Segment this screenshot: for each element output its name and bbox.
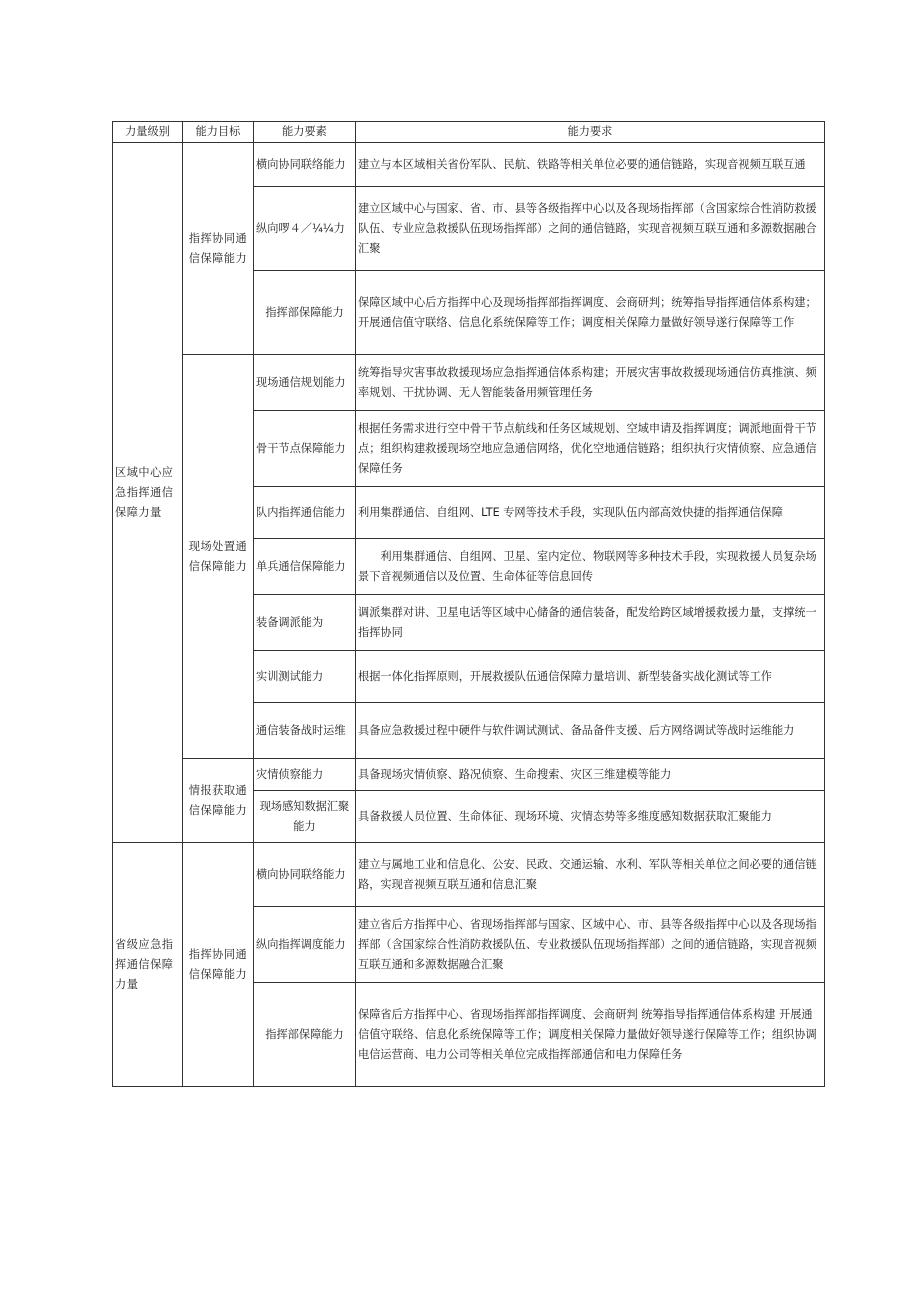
header-goal: 能力目标	[183, 122, 254, 143]
header-requirement: 能力要求	[356, 122, 825, 143]
level-cell: 区域中心应急指挥通信保障力量	[113, 143, 183, 843]
goal-cell: 现场处置通信保障能力	[183, 355, 254, 759]
requirement-cell: 统筹指导灾害事故救援现场应急指挥通信体系构建；开展灾害事故救援现场通信仿真推演、频率规划、干扰协调、无人智能装备用频管理任务	[356, 355, 825, 411]
header-element: 能力要素	[254, 122, 356, 143]
goal-cell: 指挥协同通信保障能力	[183, 143, 254, 355]
element-cell: 队内指挥通信能力	[254, 487, 356, 539]
header-level: 力量级别	[113, 122, 183, 143]
requirement-cell: 调派集群对讲、卫星电话等区域中心储备的通信装备，配发给跨区域增援救援力量，支撑统一指挥协同	[356, 595, 825, 651]
element-cell: 指挥部保障能力	[254, 271, 356, 355]
requirement-cell: 建立与属地工业和信息化、公安、民政、交通运输、水利、军队等相关单位之间必要的通信链路，实现音视频互联互通和信息汇聚	[356, 843, 825, 907]
element-cell: 现场通信规划能力	[254, 355, 356, 411]
table-row	[113, 143, 825, 187]
element-cell: 纵向啰４／¼¼力	[254, 187, 356, 271]
table-row	[113, 843, 825, 907]
element-cell: 单兵通信保障能力	[254, 539, 356, 595]
requirement-cell: 保障省后方指挥中心、省现场指挥部指挥调度、会商研判 统筹指导指挥通信体系构建 开展通信值守联络、信息化系统保障等工作；调度相关保障力量做好领导遂行保障等工作；组织协调电信运营商、电力公司等相关单位完成指挥部通信和电力保障任务	[356, 983, 825, 1087]
requirement-cell: 利用集群通信、自组网、LTE 专网等技术手段，实现队伍内部高效快捷的指挥通信保障	[356, 487, 825, 539]
goal-cell: 指挥协同通信保障能力	[183, 843, 254, 1087]
requirement-cell: 建立区域中心与国家、省、市、县等各级指挥中心以及各现场指挥部（含国家综合性消防救援队伍、专业应急救援队伍现场指挥部）之间的通信链路，实现音视频互联互通和多源数据融合汇聚	[356, 187, 825, 271]
capability-table	[112, 121, 825, 1087]
element-cell: 装备调派能为	[254, 595, 356, 651]
table-header-row	[113, 122, 825, 143]
requirement-cell: 建立省后方指挥中心、省现场指挥部与国家、区域中心、市、县等各级指挥中心以及各现场指挥部（含国家综合性消防救援队伍、专业救援队伍现场指挥部）之间的通信链路，实现音视频互联互通和多源数据融合汇聚	[356, 907, 825, 983]
requirement-cell: 具备现场灾情侦察、路况侦察、生命搜索、灾区三维建模等能力	[356, 759, 825, 791]
goal-cell: 情报获取通信保障能力	[183, 759, 254, 843]
element-cell: 现场感知数据汇聚能力	[254, 791, 356, 843]
requirement-cell: 根据一体化指挥原则，开展救援队伍通信保障力量培训、新型装备实战化测试等工作	[356, 651, 825, 703]
level-cell: 省级应急指挥通信保障力量	[113, 843, 183, 1087]
table-row	[113, 759, 825, 791]
requirement-cell: 保障区域中心后方指挥中心及现场指挥部指挥调度、会商研判；统筹指导指挥通信体系构建；开展通信值守联络、信息化系统保障等工作；调度相关保障力量做好领导遂行保障等工作	[356, 271, 825, 355]
requirement-cell: 具备应急救援过程中硬件与软件调试测试、备品备件支援、后方网络调试等战时运维能力	[356, 703, 825, 759]
element-cell: 横向协同联络能力	[254, 843, 356, 907]
requirement-cell: 根据任务需求进行空中骨干节点航线和任务区域规划、空域申请及指挥调度；调派地面骨干节点；组织构建救援现场空地应急通信网络，优化空地通信链路；组织执行灾情侦察、应急通信保障任务	[356, 411, 825, 487]
element-cell: 指挥部保障能力	[254, 983, 356, 1087]
element-cell: 纵向指挥调度能力	[254, 907, 356, 983]
table-row	[113, 355, 825, 411]
element-cell: 灾情侦察能力	[254, 759, 356, 791]
element-cell: 通信装备战时运维	[254, 703, 356, 759]
element-cell: 骨干节点保障能力	[254, 411, 356, 487]
requirement-cell: 建立与本区域相关省份军队、民航、铁路等相关单位必要的通信链路，实现音视频互联互通	[356, 143, 825, 187]
element-cell: 实训测试能力	[254, 651, 356, 703]
requirement-cell: 具备救援人员位置、生命体征、现场环境、灾情态势等多维度感知数据获取汇聚能力	[356, 791, 825, 843]
requirement-cell: 利用集群通信、自组网、卫星、室内定位、物联网等多种技术手段，实现救援人员复杂场景下音视频通信以及位置、生命体征等信息回传	[356, 539, 825, 595]
element-cell: 横向协同联络能力	[254, 143, 356, 187]
